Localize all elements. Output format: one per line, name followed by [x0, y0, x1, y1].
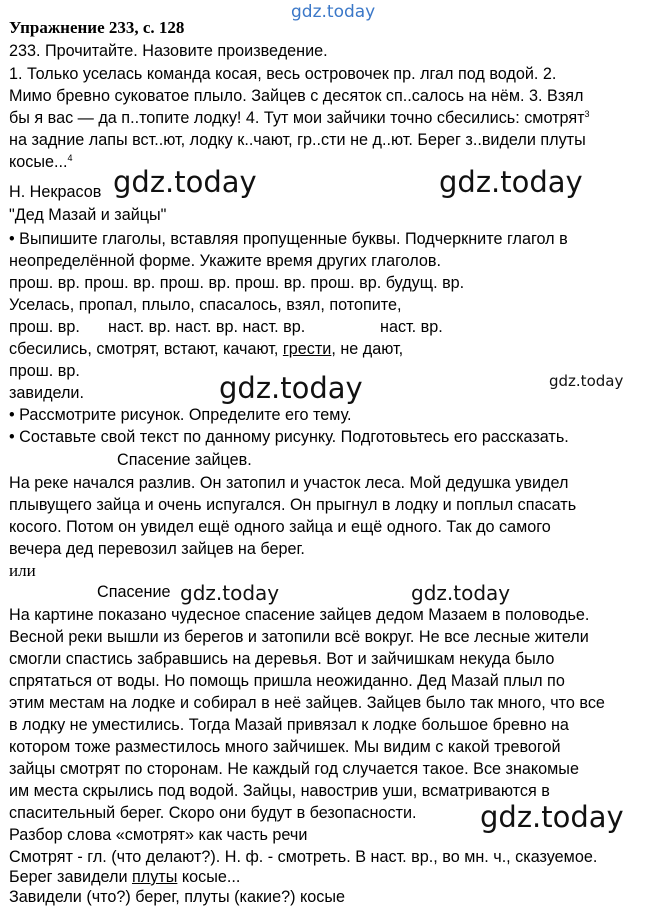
watermark-top: gdz.today	[291, 2, 376, 22]
verbs-row-2	[9, 338, 403, 360]
story-1-title: Спасение зайцев.	[117, 451, 252, 469]
bullet-2: • Рассмотрите рисунок. Определите его тему.	[9, 406, 352, 424]
poem-line-2: Мимо бревно суковатое плыло. Зайцев с десяток сп..салось на нём. 3. Взял	[9, 87, 584, 105]
watermark-1: gdz.today	[113, 165, 257, 199]
tenses-row-3: прош. вр.	[9, 362, 80, 380]
or-label: или	[9, 561, 36, 580]
bullet-1-line-2: неопределённой форме. Укажите время других глаголов.	[9, 252, 442, 270]
story-2-line-6: в лодку не уместились. Тогда Мазай привязал к лодке большое бревно на	[9, 716, 569, 734]
tenses-row-2c: наст. вр.	[380, 318, 443, 336]
analysis-line-1: Смотрят - гл. (что делают?). Н. ф. - смотреть. В наст. вр., во мн. ч., сказуемое.	[9, 848, 598, 866]
analysis-line-3: Завидели (что?) берег, плуты (какие?) косые	[9, 888, 345, 906]
tenses-row-2a: прош. вр.	[9, 318, 80, 336]
story-1-line-2: плывущего зайца и очень испугался. Он прыгнул в лодку и поплыл спасать	[9, 496, 577, 514]
infinitive-verb: грести	[282, 340, 332, 358]
underlined-word: плуты	[132, 868, 178, 886]
author: Н. Некрасов	[9, 183, 102, 201]
watermark-7: gdz.today	[480, 800, 624, 834]
bullet-1-line-1: • Выпишите глаголы, вставляя пропущенные буквы. Подчеркните глагол в	[9, 230, 568, 248]
analysis-line-2	[9, 866, 240, 888]
analysis-heading: Разбор слова «смотрят» как часть речи	[9, 826, 308, 844]
story-2-line-5: этим местам на лодке и собирал в неё зайцев. Зайцев было так много, что все	[9, 694, 605, 712]
poem-line-4: на задние лапы вст..ют, лодку к..чают, гр..сти не д..ют. Берег з..видели плуты	[9, 131, 586, 149]
tenses-row-1: прош. вр. прош. вр. прош. вр. прош. вр. прош. вр. будущ. вр.	[9, 274, 465, 292]
analysis-line-2-b: косые...	[177, 868, 241, 886]
work-title: "Дед Мазай и зайцы"	[9, 206, 167, 224]
exercise-title: Упражнение 233, с. 128	[9, 18, 185, 37]
footnote-4: 4	[67, 153, 73, 163]
watermark-4: gdz.today	[549, 372, 624, 390]
verbs-row-1: Уселась, пропал, плыло, спасалось, взял, потопите,	[9, 296, 402, 314]
verbs-row-2-part-a: сбесились, смотрят, встают, качают,	[9, 340, 279, 358]
tenses-row-2b: наст. вр. наст. вр. наст. вр.	[108, 318, 306, 336]
story-2-line-1: На картине показано чудесное спасение зайцев дедом Мазаем в половодье.	[9, 606, 590, 624]
verbs-row-2-part-b: , не дают,	[331, 340, 404, 358]
story-2-line-9: им места скрылись под водой. Зайцы, навострив уши, всматриваются в	[9, 782, 550, 800]
story-2-line-4: спрятаться от воды. Но помощь пришла неожиданно. Дед Мазай плыл по	[9, 672, 565, 690]
story-2-line-3: смогли спастись забравшись на деревья. Вот и зайчишкам некуда было	[9, 650, 555, 668]
watermark-5: gdz.today	[180, 581, 280, 605]
story-2-line-7: котором тоже разместилось много зайчишек. Мы видим с какой тревогой	[9, 738, 561, 756]
watermark-6: gdz.today	[411, 581, 511, 605]
poem-line-1: 1. Только уселась команда косая, весь островочек пр. лгал под водой. 2.	[9, 65, 557, 83]
watermark-2: gdz.today	[439, 165, 583, 199]
story-1-line-3: косого. Потом он увидел ещё одного зайца и ещё одного. Так до самого	[9, 518, 551, 536]
story-2-line-10: спасительный берег. Скоро они будут в безопасности.	[9, 804, 417, 822]
poem-line-5-text: косые...	[9, 153, 68, 171]
story-2-title: Спасение	[97, 583, 171, 601]
poem-line-5	[9, 151, 73, 173]
story-1-line-1: На реке начался разлив. Он затопил и участок леса. Мой дедушка увидел	[9, 474, 569, 492]
story-2-line-2: Весной реки вышли из берегов и затопили всё вокруг. Не все лесные жители	[9, 628, 589, 646]
task-text: 233. Прочитайте. Назовите произведение.	[9, 42, 328, 60]
verbs-row-3: завидели.	[9, 384, 84, 402]
footnote-3: 3	[584, 109, 590, 119]
poem-line-3	[9, 107, 590, 129]
story-2-line-8: зайцы смотрят по сторонам. Не каждый год случается такое. Все знакомые	[9, 760, 579, 778]
story-1-line-4: вечера дед перевозил зайцев на берег.	[9, 540, 305, 558]
bullet-3: • Составьте свой текст по данному рисунку. Подготовьтесь его рассказать.	[9, 428, 569, 446]
poem-line-3-text: бы я вас — да п..топите лодку! 4. Тут мои зайчики точно сбесились: смотрят	[9, 109, 585, 127]
analysis-line-2-a: Берег завидели	[9, 868, 132, 886]
watermark-3: gdz.today	[219, 371, 363, 405]
